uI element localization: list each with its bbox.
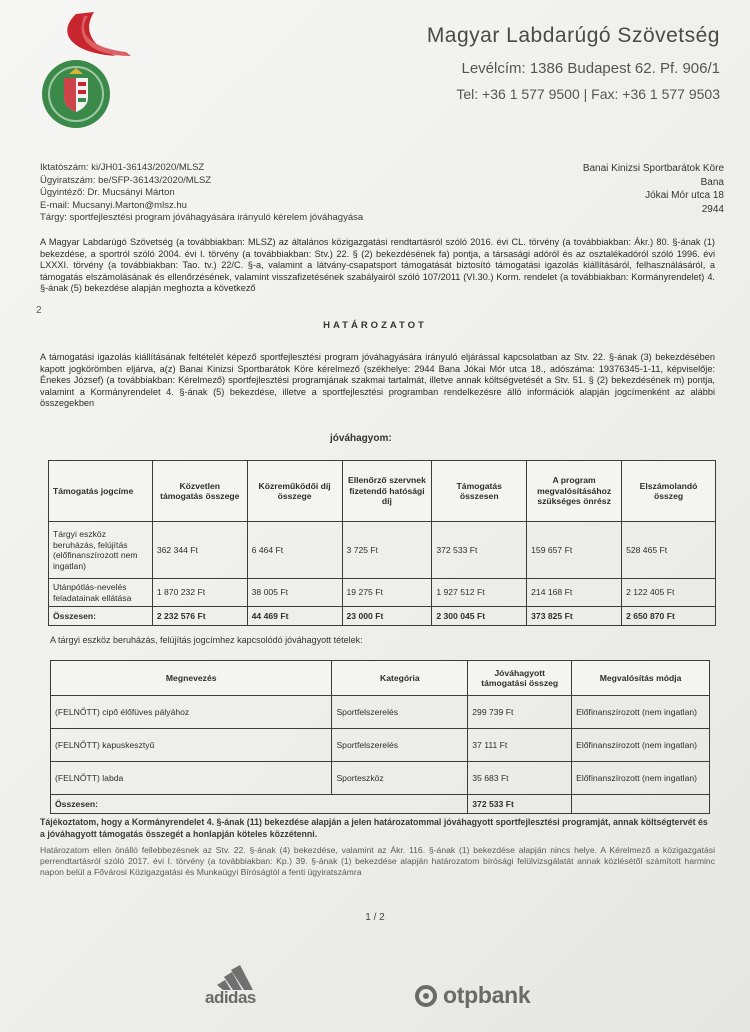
table-cell: Előfinanszírozott (nem ingatlan) [572, 762, 710, 795]
page-number: 1 / 2 [365, 912, 385, 923]
table-header-row [51, 661, 710, 696]
table-cell: Előfinanszírozott (nem ingatlan) [572, 729, 710, 762]
table-total-row [51, 795, 710, 814]
table-cell: (FELNŐTT) cipő élőfüves pályához [51, 696, 332, 729]
column-header: A program megvalósításához szükséges önrész [527, 461, 622, 522]
table-cell: 373 825 Ft [527, 607, 622, 626]
recipient-street: Jókai Mór utca 18 [645, 190, 724, 201]
column-header: Megnevezés [51, 661, 332, 696]
otpbank-wordmark: otpbank [443, 982, 531, 1008]
table-cell: Sportfelszerelés [332, 729, 468, 762]
table-row [49, 522, 716, 579]
legal-remedy-text: Határozatom ellen önálló fellebbezésnek az Stv. 22. §-ának (4) bekezdése, valamint az Ákr. 116. §-ának (1) bekezdése alapján nincs helye. A Kérelmező a közigazgatási perrendtartásról szóló 2017. évi I. törvény (a továbbiakban: Kp.) 39. §-ának (1) bekezdése alapján határozatom bírósági felülvizsgálatát annak közlésétől számított harminc napon belül a Fővárosi Közigazgatási és Munkaügyi Bíróságtól a fenti ügyiratszámra [40, 845, 715, 877]
table-cell: 6 464 Ft [247, 522, 342, 579]
table-cell: 1 927 512 Ft [432, 579, 527, 607]
support-summary-table [48, 460, 716, 626]
approved-items-table [50, 660, 710, 814]
table-cell: 3 725 Ft [342, 522, 432, 579]
table-cell: Utánpótlás-nevelés feladatainak ellátása [49, 579, 153, 607]
table-cell: 19 275 Ft [342, 579, 432, 607]
table-cell: 362 344 Ft [152, 522, 247, 579]
table-cell: 214 168 Ft [527, 579, 622, 607]
recipient-zip: 2944 [701, 203, 724, 215]
column-header: Támogatás jogcíme [49, 461, 153, 522]
table-cell: Tárgyi eszköz beruházás, felújítás (előfinanszírozott nem ingatlan) [49, 522, 153, 579]
adidas-wordmark: adidas [205, 988, 256, 1007]
table-cell: 2 300 045 Ft [432, 607, 527, 626]
org-name: Magyar Labdarúgó Szövetség [426, 24, 720, 47]
recipient-address [583, 162, 724, 216]
margin-mark: 2 [36, 305, 42, 316]
table-row [51, 762, 710, 795]
table-cell: 44 469 Ft [247, 607, 342, 626]
otp-swirl-icon [415, 985, 437, 1007]
column-header: Kategória [332, 661, 468, 696]
table-cell: (FELNŐTT) labda [51, 762, 332, 795]
table-cell: 159 657 Ft [527, 522, 622, 579]
ugyintezo: Ügyintéző: Dr. Mucsányi Márton [40, 187, 175, 198]
table-row [51, 729, 710, 762]
table-cell: (FELNŐTT) kapuskesztyű [51, 729, 332, 762]
table-cell [572, 795, 710, 814]
mlsz-logo [36, 8, 136, 133]
subject: Tárgy: sportfejlesztési program jóváhagyására irányuló kérelem jóváhagyása [40, 212, 364, 223]
table-row [51, 696, 710, 729]
column-header: Ellenőrző szervnek fizetendő hatósági díj [342, 461, 432, 522]
recipient-name: Banai Kinizsi Sportbarátok Köre [582, 163, 724, 174]
recipient-city: Bana [700, 176, 724, 188]
iktatoszam: Iktatószám: ki/JH01-36143/2020/MLSZ [40, 162, 205, 173]
table-cell: 1 870 232 Ft [152, 579, 247, 607]
table-cell: 528 465 Ft [622, 522, 716, 579]
column-header: Támogatás összesen [432, 461, 527, 522]
email: E-mail: Mucsanyi.Marton@mlsz.hu [40, 199, 187, 211]
column-header: Közvetlen támogatás összege [152, 461, 247, 522]
publication-notice: Tájékoztatom, hogy a Kormányrendelet 4. §-ának (11) bekezdése alapján a jelen határozatommal jóváhagyott sportfejlesztési programját, annak költségtervét és a jóváhagyott támogatás összegét a honlapján köteles közzétenni. [40, 817, 708, 839]
items-intro: A tárgyi eszköz beruházás, felújítás jogcímhez kapcsolódó jóváhagyott tételek: [50, 635, 363, 645]
table-cell: 2 122 405 Ft [622, 579, 716, 607]
decision-paragraph: A támogatási igazolás kiállításának feltételét képező sportfejlesztési program jóváhagyására irányuló eljárással kapcsolatban az Stv. 22. §-ának (3) bekezdésében kapott jogkörömben eljárva, a(z) Banai Kinizsi Sportbarátok Köre kérelmező (székhelye: 2944 Bana Jókai Mór utca 18., adószáma: 19376345-1-11, képviselője: Énekes József) (a továbbiakban: Kérelmező) sportfejlesztési programjának szakmai tartalmát, illetve annak költségvetését a Stv. 51. § (2) bekezdésének m) pontja, valamint a Kormányrendelet 4. §-ának (5) bekezdése, illetve a sportfejlesztési programban rendelkezésre álló információk alapján jogcímenként az alábbi összegekben [40, 352, 715, 409]
table-cell: 38 005 Ft [247, 579, 342, 607]
org-phone: Tel: +36 1 577 9500 | Fax: +36 1 577 9503 [456, 86, 720, 102]
ugyiratszam: Ügyiratszám: be/SFP-36143/2020/MLSZ [40, 174, 212, 186]
table-cell: Összesen: [51, 795, 468, 814]
table-cell: 372 533 Ft [432, 522, 527, 579]
table-cell: 299 739 Ft [468, 696, 572, 729]
table-cell: 35 683 Ft [468, 762, 572, 795]
table-cell: 2 232 576 Ft [152, 607, 247, 626]
table-cell: Sporteszköz [332, 762, 468, 795]
intro-paragraph: A Magyar Labdarúgó Szövetség (a továbbiakban: MLSZ) az általános közigazgatási rendtartásról szóló 2016. évi CL. törvény (a továbbiakban: Ákr.) 80. §-ának (1) bekezdése, a sportról szóló 2004. évi I. törvény (a továbbiakban: Stv.) 22. § (2) bekezdésének fa) pontja, a társasági adóról és az osztalékadóról szóló 1996. évi LXXXI. törvény (a továbbiakban: Tao. tv.) 22/C. §-a, valamint a látvány-csapatsport támogatását biztosító támogatási igazolás kiállításáról, felhasználásáról, a támogatás elszámolásának és ellenőrzésének, valamint visszafizetésének szabályairól szóló 107/2011 (VI.30.) Korm. rendelet (a továbbiakban: Kormányrendelet) 4. §-ának (5) bekezdése alapján meghozta a következő [40, 237, 715, 294]
table-cell: 2 650 870 Ft [622, 607, 716, 626]
table-cell: Összesen: [49, 607, 153, 626]
approve-label: jóváhagyom: [330, 433, 392, 444]
table-cell: 23 000 Ft [342, 607, 432, 626]
reference-block [40, 162, 363, 225]
column-header: Közreműködői díj összege [247, 461, 342, 522]
column-header: Megvalósítás módja [572, 661, 710, 696]
table-row [49, 579, 716, 607]
org-address: Levélcím: 1386 Budapest 62. Pf. 906/1 [461, 60, 720, 77]
table-total-row [49, 607, 716, 626]
table-cell: 37 111 Ft [468, 729, 572, 762]
table-cell: Sportfelszerelés [332, 696, 468, 729]
table-header-row [49, 461, 716, 522]
decision-title: HATÁROZATOT [323, 320, 427, 331]
table-cell: Előfinanszírozott (nem ingatlan) [572, 696, 710, 729]
table-cell: 372 533 Ft [468, 795, 572, 814]
column-header: Jóváhagyott támogatási összeg [468, 661, 572, 696]
column-header: Elszámolandó összeg [622, 461, 716, 522]
